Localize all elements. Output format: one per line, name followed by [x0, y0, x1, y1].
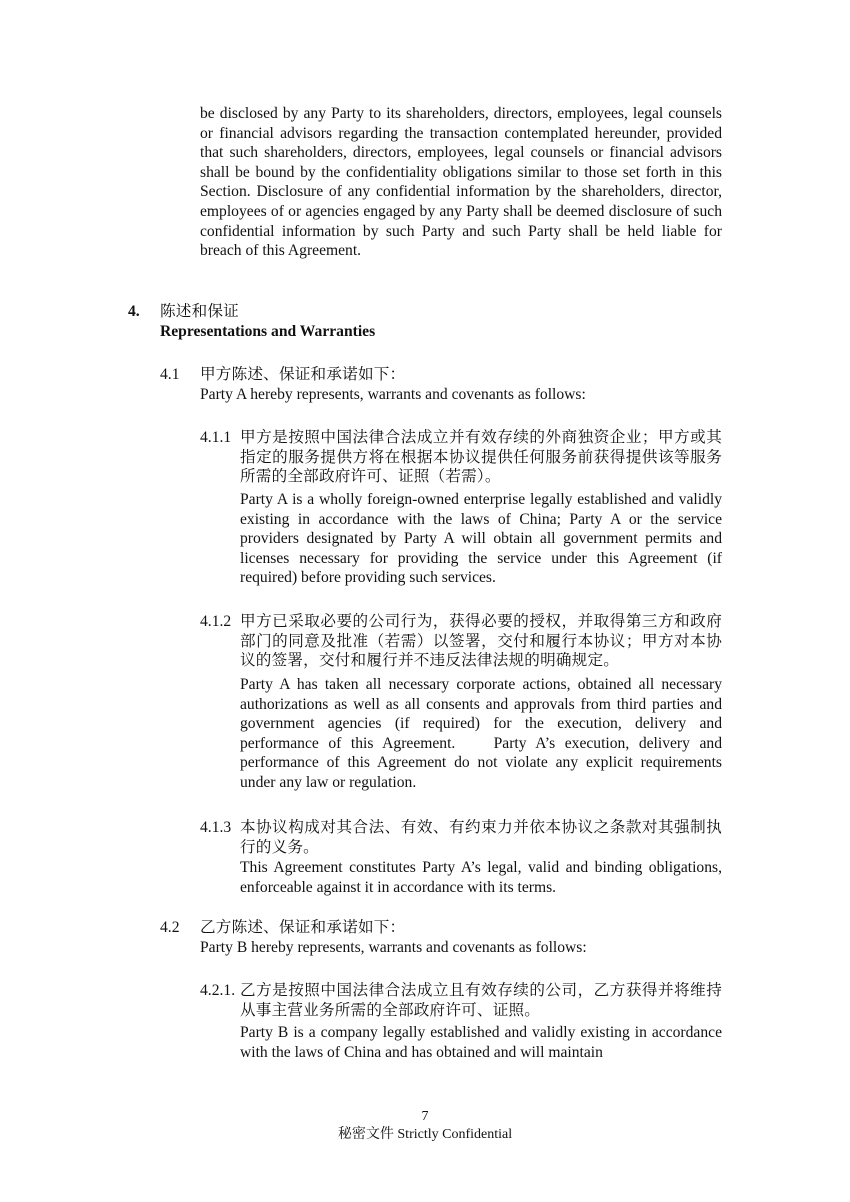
- clause-4-1-1-cn: 甲方是按照中国法律合法成立并有效存续的外商独资企业；甲方或其指定的服务提供方将在根据本协议提供任何服务前获得提供该等服务所需的全部政府许可、证照（若需）。: [240, 429, 722, 486]
- section-4-1-heading-en: Party A hereby represents, warrants and covenants as follows:: [200, 386, 586, 403]
- section-4-2-heading-en: Party B hereby represents, warrants and covenants as follows:: [200, 939, 587, 956]
- clause-4-2-1-en: Party B is a company legally established and validly existing in accordance with the laws of China and has obtained and will maintain: [240, 1024, 722, 1061]
- clause-4-1-1-en: Party A is a wholly foreign-owned enterprise legally established and validly existing in accordance with the laws of China; Party A or the service providers designated by Party A will obtain all government permits and licenses necessary for providing the service under this Agreement (if required) before providing such services.: [240, 491, 722, 587]
- clause-4-1-3-cn: 本协议构成对其合法、有效、有约束力并依本协议之条款对其强制执行的义务。: [240, 819, 722, 856]
- clause-4-1-1-number: 4.1.1: [200, 429, 232, 446]
- clause-4-1-2-number: 4.1.2: [200, 613, 232, 630]
- section-4-title-en: Representations and Warranties: [160, 323, 376, 340]
- section-4-1-heading-cn: 甲方陈述、保证和承诺如下：: [200, 366, 406, 383]
- section-4-1-number: 4.1: [160, 366, 180, 383]
- clause-4-1-2-en: Party A has taken all necessary corporate actions, obtained all necessary authorizations as well as all consents and approvals from third parties and government agencies (if required) for the execution, delivery and performance of this Agreement. Party A’s execution, delivery and performance of this Agreement do not violate any explicit requirements under any law or regulation.: [240, 676, 726, 791]
- page-number: 7: [421, 1109, 429, 1124]
- clause-4-2-1-number: 4.2.1.: [200, 982, 236, 999]
- clause-4-1-3-en: This Agreement constitutes Party A’s legal, valid and binding obligations, enforceable against it in accordance with its terms.: [240, 859, 722, 896]
- confidential-label: 秘密文件 Strictly Confidential: [337, 1127, 513, 1142]
- section-4-number: 4.: [128, 303, 140, 320]
- intro-paragraph: be disclosed by any Party to its shareholders, directors, employees, legal counsels or financial advisors regarding the transaction contemplated hereunder, provided that such shareholders, directors, employees, legal counsels or financial advisors shall be bound by the confidentiality obligations similar to those set forth in this Section. Disclosure of any confidential information by the shareholders, director, employees of or agencies engaged by any Party shall be deemed disclosure of such confidential information by such Party and such Party shall be held liable for breach of this Agreement.: [200, 105, 722, 260]
- section-4-2-number: 4.2: [160, 919, 180, 936]
- section-4-title-cn: 陈述和保证: [160, 303, 239, 320]
- clause-4-1-3-number: 4.1.3: [200, 819, 232, 836]
- clause-4-2-1-cn: 乙方是按照中国法律合法成立且有效存续的公司，乙方获得并将维持从事主营业务所需的全部政府许可、证照。: [240, 982, 722, 1019]
- clause-4-1-2-cn: 甲方已采取必要的公司行为，获得必要的授权，并取得第三方和政府部门的同意及批准（若需）以签署，交付和履行本协议；甲方对本协议的签署，交付和履行并不违反法律法规的明确规定。: [240, 613, 722, 670]
- section-4-2-heading-cn: 乙方陈述、保证和承诺如下：: [200, 919, 406, 936]
